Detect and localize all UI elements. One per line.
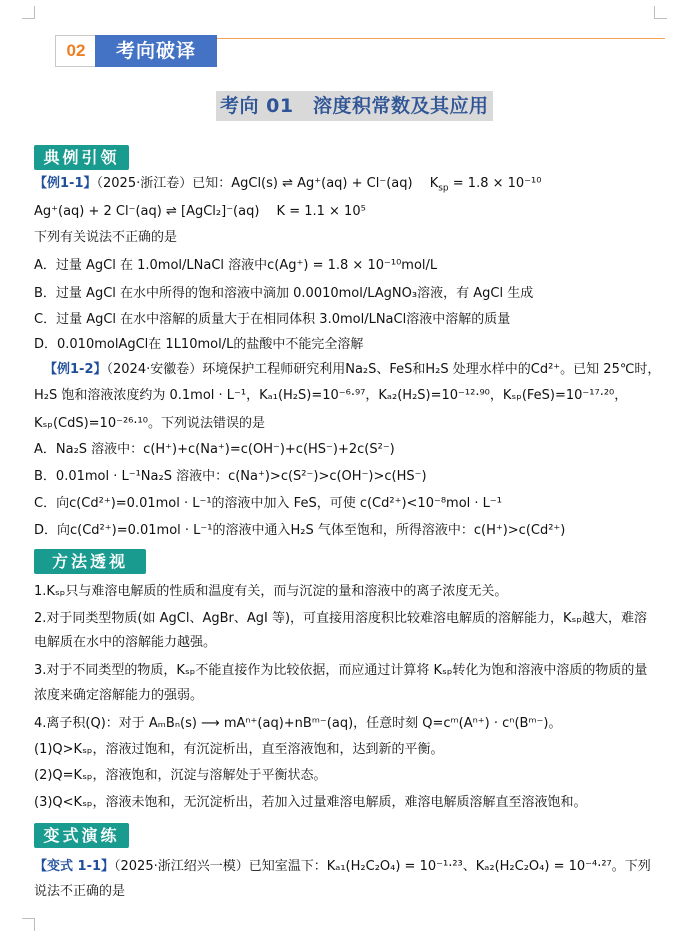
ex2-option-d: D．向c(Cd²⁺)=0.01mol · L⁻¹的溶液中通入H₂S 气体至饱和，所得溶液中：c(H⁺)>c(Cd²⁺) bbox=[34, 523, 566, 538]
ex1-line2: Ag⁺(aq) + 2 Cl⁻(aq) ⇌ [AgCl₂]⁻(aq) K = 1.1 × 10⁵ bbox=[34, 204, 366, 219]
ex1-label: 【例1-1】 bbox=[34, 176, 97, 191]
crop-mark-top-left bbox=[22, 6, 35, 19]
var1-line2: 说法不正确的是 bbox=[34, 884, 126, 899]
method-point-3a: 3.对于不同类型的物质，Kₛₚ不能直接作为比较依据，而应通过计算将 Kₛₚ转化为饱和溶液中溶质的物质的量 bbox=[34, 663, 648, 678]
method-point-2a: 2.对于同类型物质(如 AgCl、AgBr、AgI 等)，可直接用溶度积比较难溶电解质的溶解能力，Kₛₚ越大，难溶 bbox=[34, 611, 647, 626]
method-point-5: (1)Q>Kₛₚ，溶液过饱和，有沉淀析出，直至溶液饱和，达到新的平衡。 bbox=[34, 742, 444, 757]
topic-title: 考向 01 溶度积常数及其应用 bbox=[216, 91, 493, 121]
ex2-label: 【例1-2】 bbox=[44, 362, 107, 377]
banner-variant: 变式演练 bbox=[34, 823, 129, 848]
method-point-3b: 浓度来确定溶解能力的强弱。 bbox=[34, 688, 204, 703]
banner-method: 方法透视 bbox=[34, 549, 146, 574]
ex2-option-c: C．向c(Cd²⁺)=0.01mol · L⁻¹的溶液中加入 FeS，可使 c(Cd²⁺)<10⁻⁸mol · L⁻¹ bbox=[34, 496, 502, 511]
method-point-6: (2)Q=Kₛₚ，溶液饱和，沉淀与溶解处于平衡状态。 bbox=[34, 768, 327, 783]
ex1-ksp-value: = 1.8 × 10⁻¹⁰ bbox=[448, 176, 542, 191]
ex1-option-b: B．过量 AgCl 在水中所得的饱和溶液中滴加 0.0010mol/LAgNO₃溶液，有 AgCl 生成 bbox=[34, 286, 534, 301]
section-number: 02 bbox=[55, 35, 97, 67]
section-title: 考向破译 bbox=[95, 35, 217, 67]
ex2-line3: Kₛₚ(CdS)=10⁻²⁶·¹⁰。下列说法错误的是 bbox=[34, 416, 265, 431]
crop-mark-top-right bbox=[654, 6, 667, 19]
banner-example: 典例引领 bbox=[34, 145, 129, 170]
section-header bbox=[55, 33, 665, 67]
ex1-ksp-sub: sp bbox=[438, 183, 449, 194]
ex2-line1 bbox=[44, 360, 660, 380]
method-point-7: (3)Q<Kₛₚ，溶液未饱和，无沉淀析出，若加入过量难溶电解质，难溶电解质溶解直至溶液饱和。 bbox=[34, 795, 587, 810]
var1-label: 【变式 1-1】 bbox=[34, 859, 115, 874]
ex1-question: 下列有关说法不正确的是 bbox=[34, 230, 178, 245]
method-point-1: 1.Kₛₚ只与难溶电解质的性质和温度有关，而与沉淀的量和溶液中的离子浓度无关。 bbox=[34, 584, 508, 599]
ex1-option-a: A．过量 AgCl 在 1.0mol/LNaCl 溶液中c(Ag⁺) = 1.8 × 10⁻¹⁰mol/L bbox=[34, 258, 438, 273]
ex2-option-b: B．0.01mol · L⁻¹Na₂S 溶液中：c(Na⁺)>c(S²⁻)>c(OH⁻)>c(HS⁻) bbox=[34, 469, 427, 484]
ex1-line1 bbox=[34, 174, 541, 199]
ex2-line2: H₂S 饱和溶液浓度约为 0.1mol · L⁻¹，Kₐ₁(H₂S)=10⁻⁶·⁹⁷，Kₐ₂(H₂S)=10⁻¹²·⁹⁰，Kₛₚ(FeS)=10⁻¹⁷·²⁰， bbox=[34, 388, 628, 403]
method-point-2b: 电解质在水中的溶解能力越强。 bbox=[34, 635, 217, 650]
var1-line1 bbox=[34, 857, 651, 877]
ex2-option-a: A．Na₂S 溶液中：c(H⁺)+c(Na⁺)=c(OH⁻)+c(HS⁻)+2c(S²⁻) bbox=[34, 442, 395, 457]
crop-mark-bottom-left bbox=[22, 918, 35, 931]
ex1-stem: （2025·浙江卷）已知：AgCl(s) ⇌ Ag⁺(aq) + Cl⁻(aq) K bbox=[96, 176, 439, 191]
var1-stem: （2025·浙江绍兴一模）已知室温下：Kₐ₁(H₂C₂O₄) = 10⁻¹·²³、Kₐ₂(H₂C₂O₄) = 10⁻⁴·²⁷。下列 bbox=[114, 859, 651, 874]
ex2-stem: （2024·安徽卷）环境保护工程师研究利用Na₂S、FeS和H₂S 处理水样中的Cd²⁺。已知 25℃时， bbox=[106, 362, 661, 377]
ex1-option-d: D．0.010molAgCl在 1L10mol/L的盐酸中不能完全溶解 bbox=[34, 337, 364, 352]
ex1-option-c: C．过量 AgCl 在水中溶解的质量大于在相同体积 3.0mol/LNaCl溶液中溶解的质量 bbox=[34, 312, 511, 327]
method-point-4: 4.离子积(Q)：对于 AₘBₙ(s) ⟶ mAⁿ⁺(aq)+nBᵐ⁻(aq)，任意时刻 Q=cᵐ(Aⁿ⁺) · cⁿ(Bᵐ⁻)。 bbox=[34, 716, 562, 731]
